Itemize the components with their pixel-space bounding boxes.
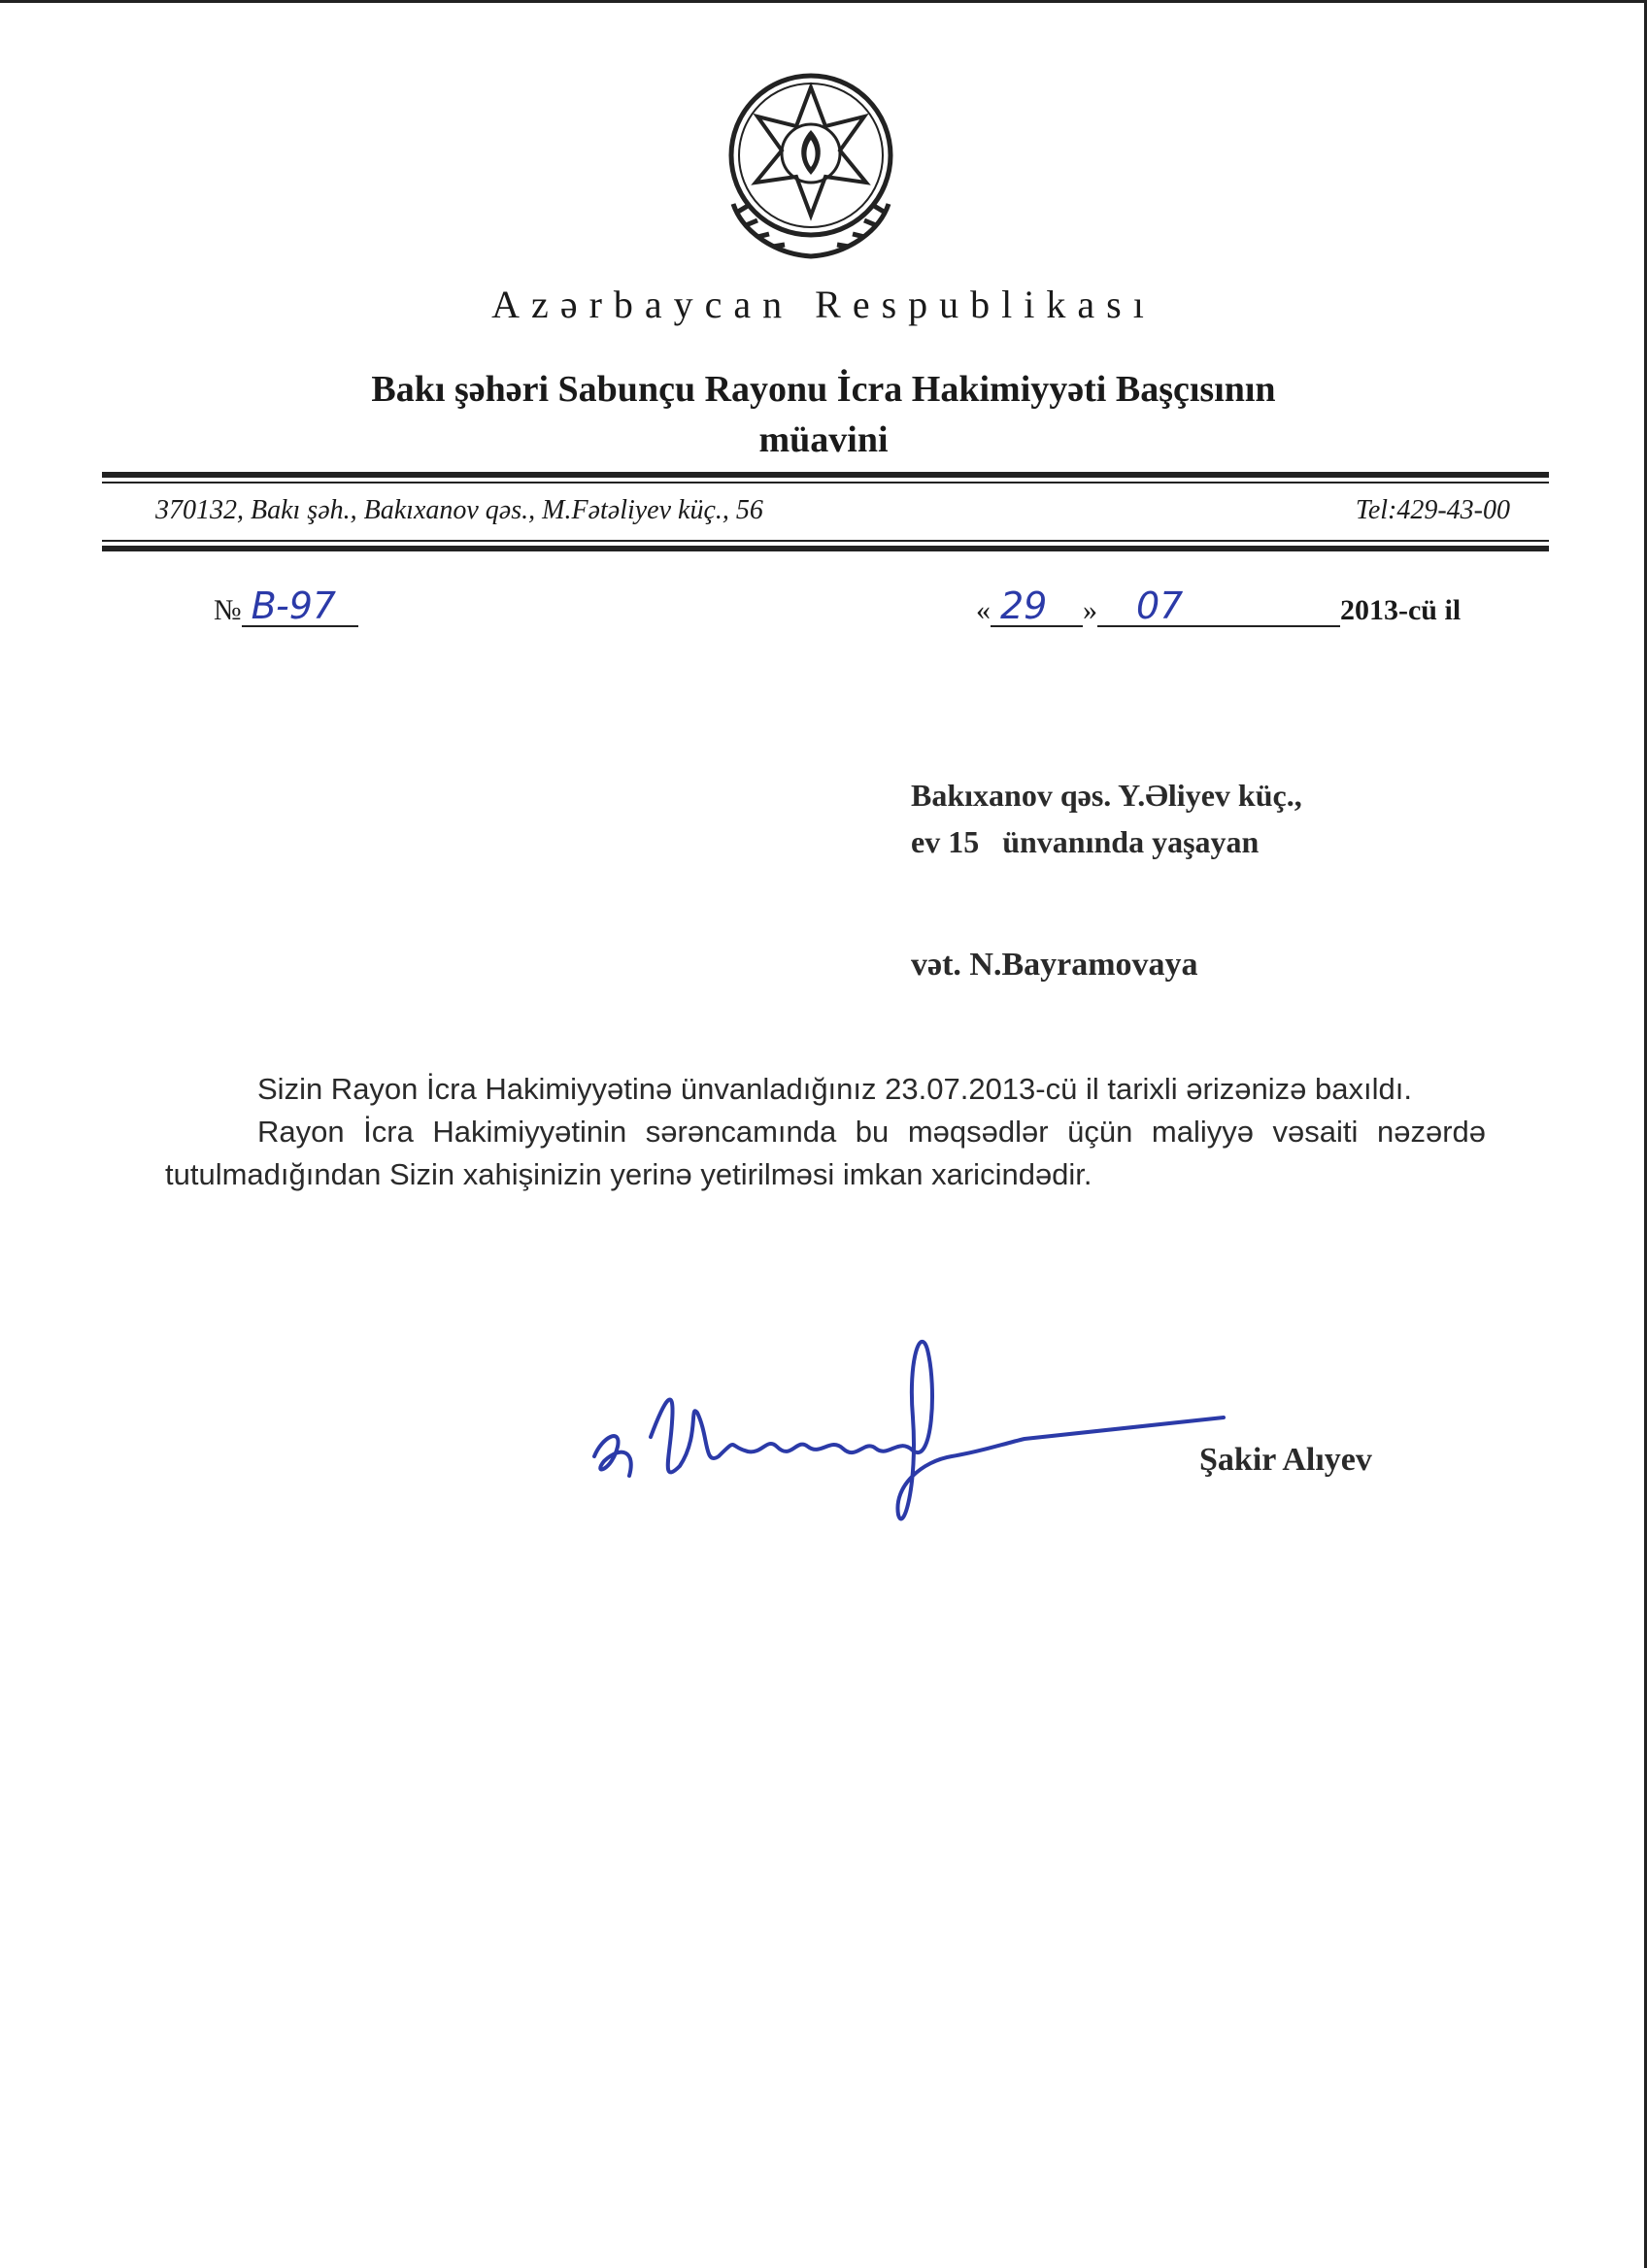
handwritten-signature xyxy=(583,1330,1262,1553)
address-line xyxy=(155,495,1510,526)
date-quote-open: « xyxy=(976,594,991,626)
country-title: Azərbaycan Respublikası xyxy=(491,283,1156,326)
header-rule-bottom-thick xyxy=(102,546,1549,551)
office-title-line1: Bakı şəhəri Sabunçu Rayonu İcra Hakimiyyəti Başçısının xyxy=(371,369,1276,410)
office-title-line2: müavini xyxy=(758,419,889,460)
number-handwritten: B-97 xyxy=(251,584,337,627)
year-text: 2013-cü il xyxy=(1340,594,1462,626)
letter-body xyxy=(165,1068,1486,1196)
document-date xyxy=(976,584,1462,627)
date-quote-close: » xyxy=(1083,594,1097,626)
month-handwritten: 07 xyxy=(1136,584,1184,627)
recipient-name: vət. N.Bayramovaya xyxy=(911,947,1198,983)
page-border-top xyxy=(0,0,1647,3)
office-address: 370132, Bakı şəh., Bakıxanov qəs., M.Fətəliyev küç., 56 xyxy=(155,495,763,525)
office-phone: Tel:429-43-00 xyxy=(1355,495,1510,525)
month-blank xyxy=(1097,584,1340,627)
number-blank xyxy=(242,584,358,627)
signer-name: Şakir Alıyev xyxy=(1199,1442,1372,1478)
header-rule-top-thick xyxy=(102,472,1549,478)
recipient-address-line1: Bakıxanov qəs. Y.Əliyev küç., xyxy=(911,778,1302,813)
recipient-address-line2: ev 15 ünvanında yaşayan xyxy=(911,824,1260,859)
office-title xyxy=(0,364,1647,465)
header-rule-bottom-thin xyxy=(102,540,1549,542)
day-blank xyxy=(991,584,1083,627)
document-number xyxy=(214,584,358,627)
header-rule-top-thin xyxy=(102,482,1549,484)
day-handwritten: 29 xyxy=(1000,584,1048,627)
state-emblem-icon xyxy=(699,49,923,272)
body-paragraph-1: Sizin Rayon İcra Hakimiyyətinə ünvanladığınız 23.07.2013-cü il tarixli ərizənizə baxıldı. xyxy=(257,1072,1412,1106)
number-prefix: № xyxy=(214,594,242,626)
recipient-address xyxy=(911,772,1302,865)
body-paragraph-2: Rayon İcra Hakimiyyətinin sərəncamında bu məqsədlər üçün maliyyə vəsaiti nəzərdə tutulmadığından Sizin xahişinizin yerinə yetirilməsi imkan xaricindədir. xyxy=(165,1115,1486,1191)
